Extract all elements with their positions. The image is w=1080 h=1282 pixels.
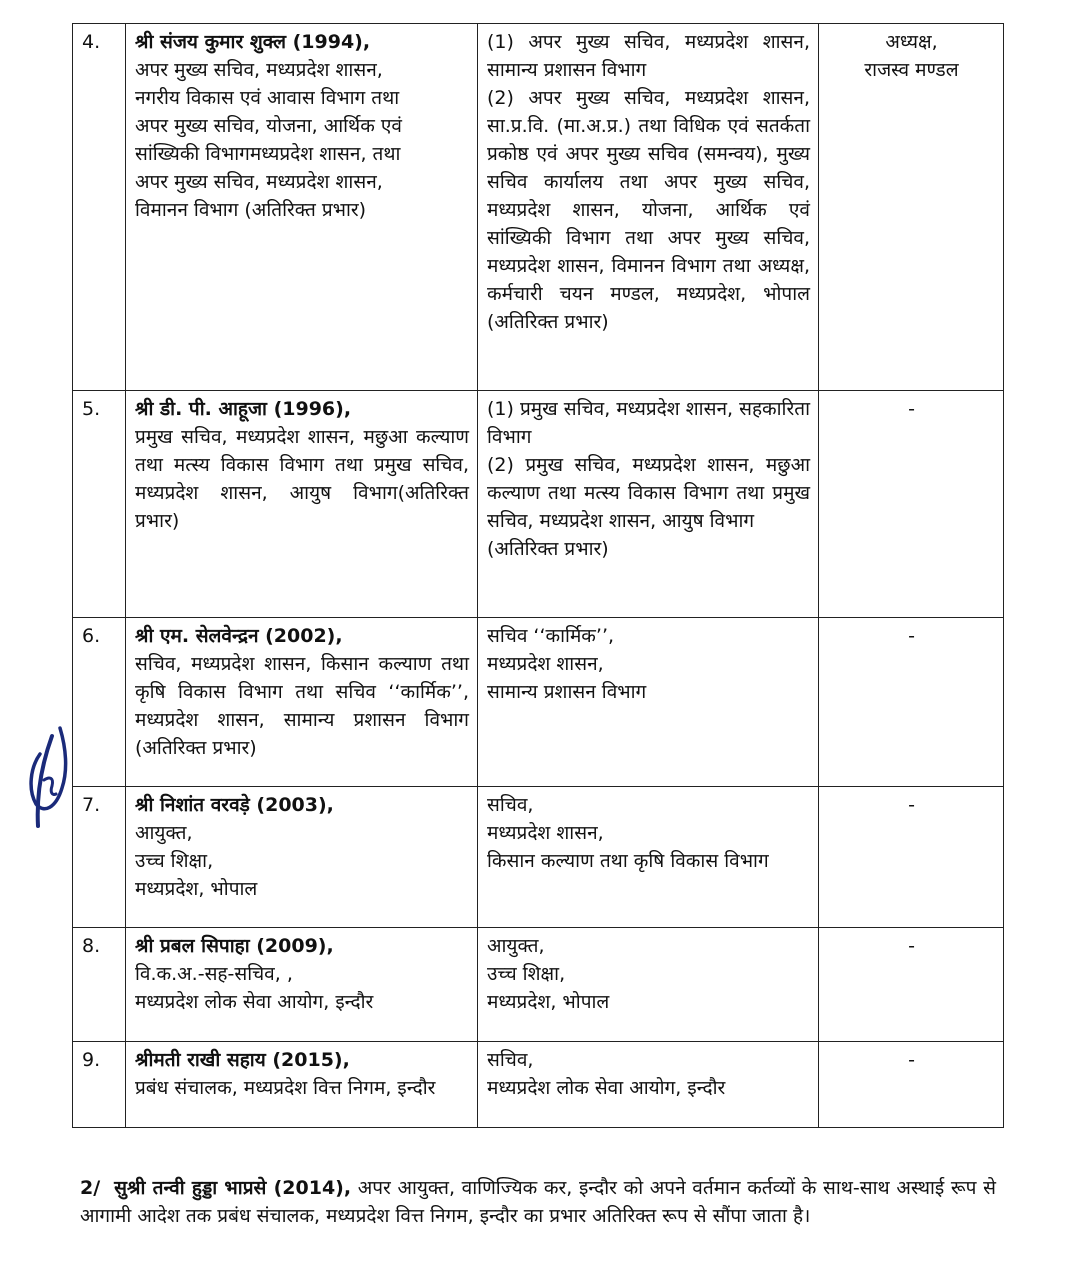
serial-number: 9. <box>73 1042 126 1128</box>
current-post-line: मध्यप्रदेश लोक सेवा आयोग, इन्दौर <box>135 991 374 1013</box>
remark-line: राजस्व मण्डल <box>864 59 959 81</box>
new-post-cell <box>478 787 819 928</box>
current-post-line: वि.क.अ.-सह-सचिव, , <box>135 963 293 985</box>
new-post-line: आयुक्त, <box>487 935 545 957</box>
officer-name: श्री निशांत वरवड़े (2003), <box>135 794 334 816</box>
remark-cell: - <box>819 391 1004 618</box>
new-post-line: सचिव ‘‘कार्मिक’’, <box>487 625 615 647</box>
officer-name: श्री डी. पी. आहूजा (1996), <box>135 398 352 420</box>
new-post-line: सामान्य प्रशासन विभाग <box>487 681 647 703</box>
current-post-line: विमानन विभाग (अतिरिक्त प्रभार) <box>135 199 367 221</box>
remark-line: अध्यक्ष, <box>885 31 938 53</box>
new-post-item: (2) प्रमुख सचिव, मध्यप्रदेश शासन, मछुआ कल्याण तथा मत्स्य विकास विभाग तथा प्रमुख सचिव, मध्यप्रदेश शासन, आयुष विभाग <box>487 454 810 532</box>
handwritten-initials-signature <box>22 718 74 834</box>
officer-cell <box>126 24 478 391</box>
table-row <box>73 928 1004 1042</box>
new-post-cell <box>478 618 819 787</box>
current-post-line: मध्यप्रदेश, भोपाल <box>135 878 258 900</box>
current-post-line: उच्च शिक्षा, <box>135 850 214 872</box>
serial-number: 7. <box>73 787 126 928</box>
new-post-line: मध्यप्रदेश शासन, <box>487 822 604 844</box>
officer-name: श्री प्रबल सिपाहा (2009), <box>135 935 334 957</box>
officer-transfer-table <box>72 23 1004 1128</box>
new-post-item: (2) अपर मुख्य सचिव, मध्यप्रदेश शासन, सा.प्र.वि. (मा.अ.प्र.) तथा विधिक एवं सतर्कता प्रकोष्ठ एवं अपर मुख्य सचिव (समन्वय), मुख्य सचिव कार्यालय तथा अपर मुख्य सचिव, मध्यप्रदेश शासन, योजना, आर्थिक एवं सांख्यिकी विभाग तथा अपर मुख्य सचिव, मध्यप्रदेश शासन, विमानन विभाग तथा अध्यक्ष, कर्मचारी चयन मण्डल, मध्यप्रदेश, भोपाल (अतिरिक्त प्रभार) <box>487 87 810 333</box>
serial-number: 5. <box>73 391 126 618</box>
officer-name: श्री संजय कुमार शुक्ल (1994), <box>135 31 371 53</box>
new-post-line: उच्च शिक्षा, <box>487 963 566 985</box>
new-post-cell <box>478 24 819 391</box>
additional-charge-paragraph <box>80 1174 996 1230</box>
officer-cell <box>126 1042 478 1128</box>
officer-name: सुश्री तन्वी हुड्डा भाप्रसे (2014), <box>114 1177 352 1199</box>
paragraph-number: 2/ <box>80 1177 101 1199</box>
remark-cell: - <box>819 928 1004 1042</box>
current-post-text: प्रमुख सचिव, मध्यप्रदेश शासन, मछुआ कल्याण तथा मत्स्य विकास विभाग तथा प्रमुख सचिव, मध्यप्रदेश शासन, आयुष विभाग(अतिरिक्त प्रभार) <box>135 426 469 532</box>
current-post-line: अपर मुख्य सचिव, मध्यप्रदेश शासन, <box>135 59 383 81</box>
new-post-cell <box>478 928 819 1042</box>
officer-cell <box>126 787 478 928</box>
table-row <box>73 1042 1004 1128</box>
current-post-line: सांख्यिकी विभागमध्यप्रदेश शासन, तथा <box>135 143 401 165</box>
serial-number: 8. <box>73 928 126 1042</box>
new-post-cell <box>478 1042 819 1128</box>
new-post-line: मध्यप्रदेश, भोपाल <box>487 991 610 1013</box>
remark-cell: - <box>819 618 1004 787</box>
current-post-text: प्रबंध संचालक, मध्यप्रदेश वित्त निगम, इन्दौर <box>135 1077 436 1099</box>
new-post-line: मध्यप्रदेश लोक सेवा आयोग, इन्दौर <box>487 1077 726 1099</box>
remark-cell <box>819 24 1004 391</box>
officer-name: श्री एम. सेलवेन्द्रन (2002), <box>135 625 343 647</box>
table-row <box>73 787 1004 928</box>
new-post-line: सचिव, <box>487 794 534 816</box>
remark-cell: - <box>819 787 1004 928</box>
officer-cell <box>126 391 478 618</box>
new-post-item: (अतिरिक्त प्रभार) <box>487 538 609 560</box>
current-post-line: अपर मुख्य सचिव, मध्यप्रदेश शासन, <box>135 171 383 193</box>
new-post-line: किसान कल्याण तथा कृषि विकास विभाग <box>487 850 769 872</box>
current-post-line: नगरीय विकास एवं आवास विभाग तथा <box>135 87 400 109</box>
current-post-text: सचिव, मध्यप्रदेश शासन, किसान कल्याण तथा कृषि विकास विभाग तथा सचिव ‘‘कार्मिक’’, मध्यप्रदेश शासन, सामान्य प्रशासन विभाग (अतिरिक्त प्रभार) <box>135 653 469 759</box>
new-post-item: (1) अपर मुख्य सचिव, मध्यप्रदेश शासन, सामान्य प्रशासन विभाग <box>487 31 810 81</box>
remark-cell: - <box>819 1042 1004 1128</box>
officer-cell <box>126 928 478 1042</box>
officer-cell <box>126 618 478 787</box>
table-row <box>73 618 1004 787</box>
serial-number: 4. <box>73 24 126 391</box>
current-post-line: आयुक्त, <box>135 822 193 844</box>
new-post-cell <box>478 391 819 618</box>
new-post-item: (1) प्रमुख सचिव, मध्यप्रदेश शासन, सहकारिता विभाग <box>487 398 810 448</box>
new-post-line: मध्यप्रदेश शासन, <box>487 653 604 675</box>
officer-name: श्रीमती राखी सहाय (2015), <box>135 1049 350 1071</box>
new-post-line: सचिव, <box>487 1049 534 1071</box>
paragraph-text: अपर आयुक्त, वाणिज्यिक कर, इन्दौर को अपने वर्तमान कर्तव्यों के साथ-साथ अस्थाई रूप से आगामी आदेश तक प्रबंध संचालक, मध्यप्रदेश वित्त निगम, इन्दौर का प्रभार अतिरिक्त रूप से सौंपा जाता है। <box>80 1177 996 1227</box>
table-row <box>73 391 1004 618</box>
current-post-line: अपर मुख्य सचिव, योजना, आर्थिक एवं <box>135 115 402 137</box>
table-row <box>73 24 1004 391</box>
serial-number: 6. <box>73 618 126 787</box>
